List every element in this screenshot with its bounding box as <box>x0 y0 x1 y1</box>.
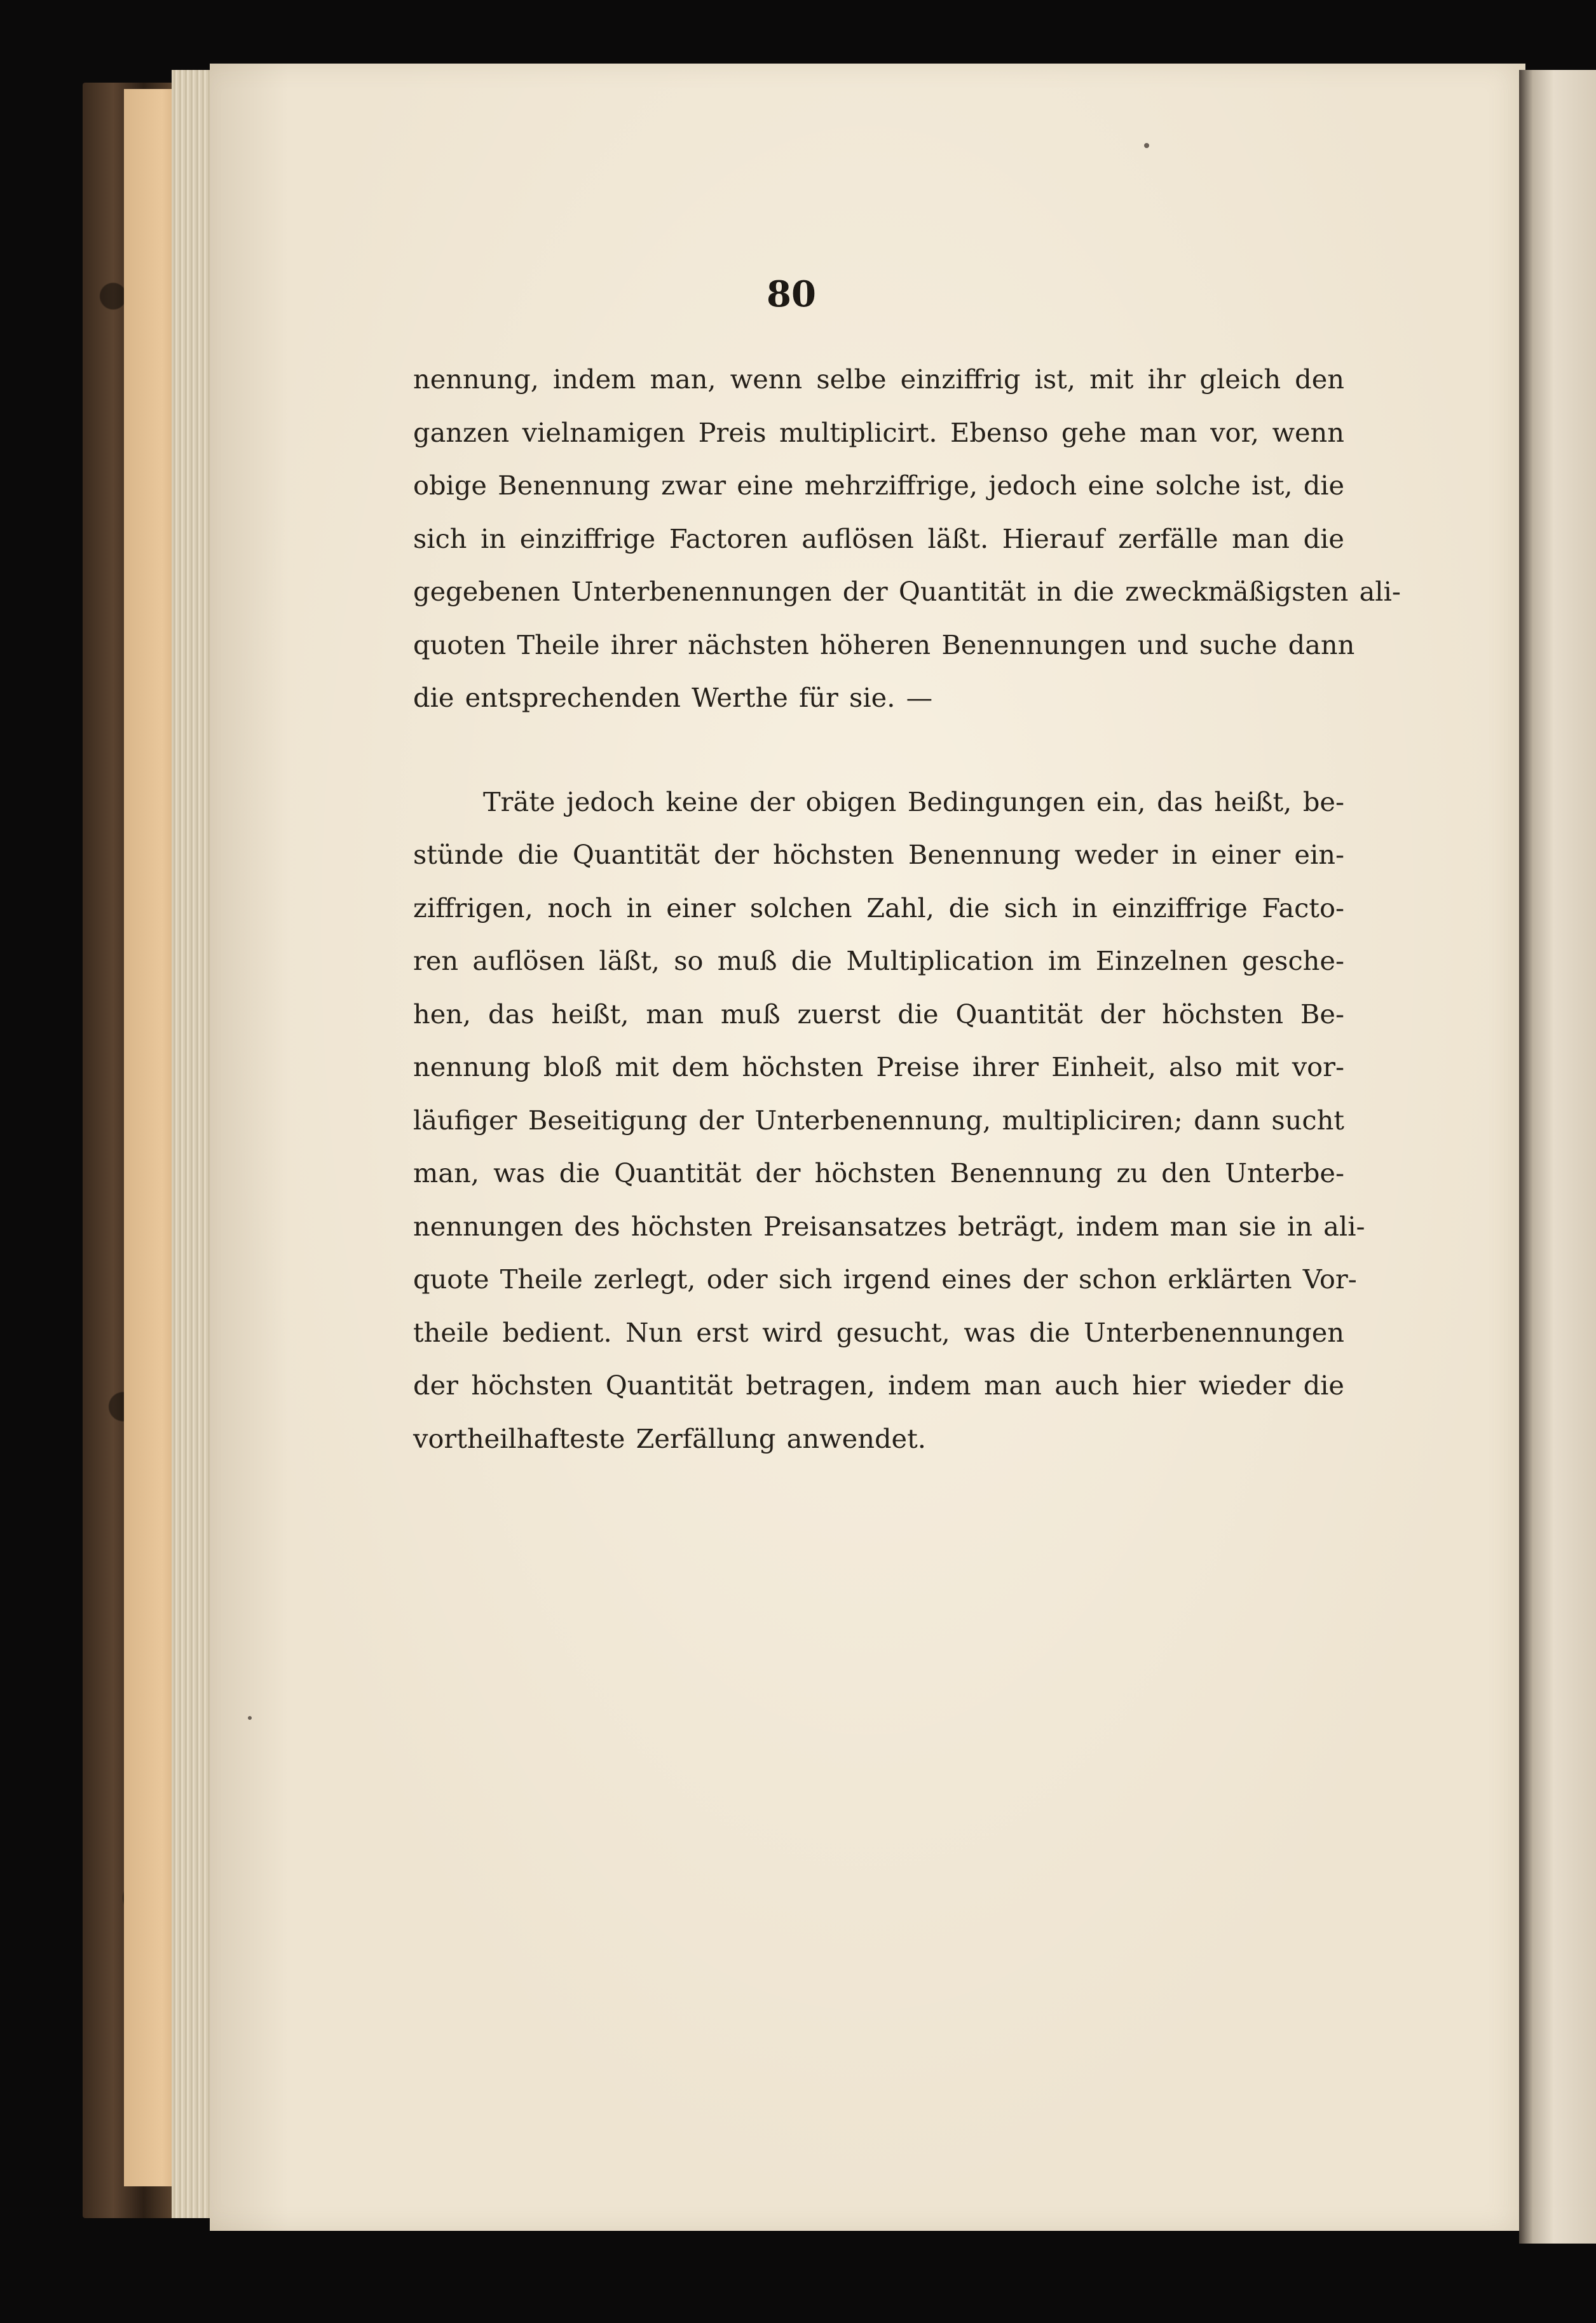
text-line: ren auflösen läßt, so muß die Multiplication im Einzelnen gesche- <box>413 945 1344 976</box>
text-line: sich in einziffrige Factoren auflösen läßt. Hierauf zerfälle man die <box>413 522 1344 554</box>
text-line: nennung, indem man, wenn selbe einziffrig ist, mit ihr gleich den <box>413 364 1344 395</box>
text-line: die entsprechenden Werthe für sie. — <box>413 682 933 713</box>
text-line: hen, das heißt, man muß zuerst die Quantität der höchsten Be- <box>413 998 1344 1030</box>
text-line: ganzen vielnamigen Preis multiplicirt. Ebenso gehe man vor, wenn <box>413 416 1344 448</box>
text-line: nennungen des höchsten Preisansatzes beträgt, indem man sie in ali- <box>413 1210 1365 1242</box>
text-line: man, was die Quantität der höchsten Benennung zu den Unterbe- <box>413 1157 1344 1189</box>
text-line: läufiger Beseitigung der Unterbenennung, multipliciren; dann sucht <box>413 1104 1344 1136</box>
text-line: nennung bloß mit dem höchsten Preise ihrer Einheit, also mit vor- <box>413 1051 1344 1082</box>
text-line: quoten Theile ihrer nächsten höheren Benennungen und suche dann <box>413 629 1355 660</box>
paper-speck <box>248 1716 252 1720</box>
text-line: vortheilhafteste Zerfällung anwendet. <box>413 1422 926 1454</box>
text-line: der höchsten Quantität betragen, indem man auch hier wieder die <box>413 1370 1344 1401</box>
text-line: obige Benennung zwar eine mehrziffrige, jedoch eine solche ist, die <box>413 470 1345 501</box>
page-body-text <box>413 353 1401 1465</box>
right-page-edge <box>1519 70 1596 2244</box>
text-line: gegebenen Unterbenennungen der Quantität in die zweckmäßigsten ali- <box>413 576 1401 607</box>
paper-speck <box>1144 143 1149 148</box>
text-line: ziffrigen, noch in einer solchen Zahl, die sich in einziffrige Facto- <box>413 892 1344 923</box>
page-number: 80 <box>767 273 816 315</box>
text-line: theile bedient. Nun erst wird gesucht, was die Unterbenennungen <box>413 1316 1344 1348</box>
paragraph-2 <box>413 775 1365 1466</box>
paragraph-1 <box>413 353 1401 725</box>
text-line: stünde die Quantität der höchsten Benennung weder in einer ein- <box>413 839 1344 870</box>
book-page <box>210 64 1525 2231</box>
text-line: quote Theile zerlegt, oder sich irgend eines der schon erklärten Vor- <box>413 1264 1357 1295</box>
text-line: Träte jedoch keine der obigen Bedingungen ein, das heißt, be- <box>483 786 1344 817</box>
